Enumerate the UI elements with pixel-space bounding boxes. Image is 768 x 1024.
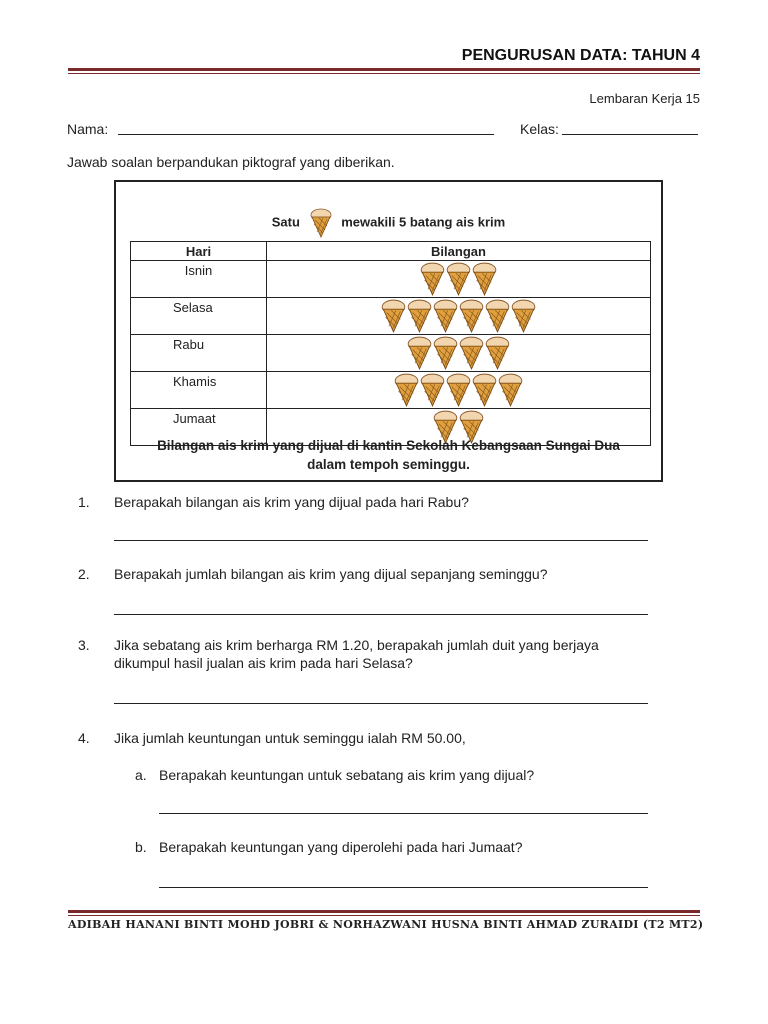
question-text: Berapakah jumlah bilangan ais krim yang dijual sepanjang seminggu?: [114, 566, 548, 582]
caption-line-1: Bilangan ais krim yang dijual di kantin Sekolah Kebangsaan Sungai Dua: [157, 438, 620, 453]
legend-text-after: mewakili 5 batang ais krim: [341, 214, 506, 230]
ice-cream-cone-icon: [485, 299, 510, 333]
footer-rule-thin: [68, 915, 700, 916]
pictograph-row-isnin: [131, 261, 651, 298]
count-cell: [267, 372, 651, 409]
name-field[interactable]: [118, 122, 494, 135]
question-number: 2.: [78, 566, 90, 582]
subquestion-text: Berapakah keuntungan untuk sebatang ais krim yang dijual?: [159, 767, 535, 783]
pictograph-legend: [116, 208, 661, 238]
day-label: Jumaat: [173, 411, 216, 426]
subquestion-label: b.: [135, 839, 147, 855]
ice-cream-cone-icon: [459, 336, 484, 370]
question-text: Berapakah bilangan ais krim yang dijual pada hari Rabu?: [114, 494, 469, 510]
question-number: 1.: [78, 494, 90, 510]
cone-group: [267, 336, 650, 370]
name-label: Nama:: [67, 121, 109, 137]
footer-rule: [68, 910, 700, 913]
ice-cream-cone-icon: [446, 262, 471, 296]
pictograph-row-rabu: [131, 335, 651, 372]
column-header-day: Hari: [131, 242, 267, 261]
ice-cream-cone-icon: [407, 336, 432, 370]
legend-text-before: Satu: [271, 214, 300, 230]
caption-line-2: dalam tempoh seminggu.: [307, 457, 470, 472]
ice-cream-cone-icon: [511, 299, 536, 333]
ice-cream-cone-icon: [433, 336, 458, 370]
instruction-text: Jawab soalan berpandukan piktograf yang diberikan.: [67, 154, 395, 170]
class-label: Kelas:: [520, 121, 559, 137]
ice-cream-cone-icon: [310, 208, 332, 238]
ice-cream-cone-icon: [498, 373, 523, 407]
ice-cream-cone-icon: [459, 299, 484, 333]
pictograph-row-selasa: [131, 298, 651, 335]
pictograph-box: [114, 180, 663, 482]
worksheet-number: Lembaran Kerja 15: [589, 91, 700, 106]
question-number: 3.: [78, 637, 90, 653]
ice-cream-cone-icon: [420, 373, 445, 407]
day-cell: [131, 261, 267, 298]
header-rule-thin: [68, 73, 700, 74]
count-cell: [267, 298, 651, 335]
cone-group: [267, 373, 650, 407]
cone-group: [267, 262, 650, 296]
pictograph-table: [130, 241, 651, 446]
count-cell: [267, 335, 651, 372]
question-number: 4.: [78, 730, 90, 746]
ice-cream-cone-icon: [381, 299, 406, 333]
day-label: Isnin: [184, 263, 213, 278]
pictograph-row-khamis: [131, 372, 651, 409]
question-text: Jika sebatang ais krim berharga RM 1.20, berapakah jumlah duit yang berjaya: [114, 637, 599, 653]
pictograph-caption: [116, 436, 661, 474]
day-label: Rabu: [173, 337, 205, 352]
question-text-line-2: dikumpul hasil jualan ais krim pada hari Selasa?: [114, 655, 413, 671]
subquestion-label: a.: [135, 767, 147, 783]
answer-line[interactable]: [114, 703, 648, 704]
answer-line[interactable]: [114, 614, 648, 615]
ice-cream-cone-icon: [472, 262, 497, 296]
answer-line[interactable]: [159, 813, 648, 814]
ice-cream-cone-icon: [394, 373, 419, 407]
ice-cream-cone-icon: [407, 299, 432, 333]
ice-cream-cone-icon: [446, 373, 471, 407]
day-label: Khamis: [173, 374, 217, 389]
header-rule: [68, 68, 700, 71]
subquestion-text: Berapakah keuntungan yang diperolehi pada hari Jumaat?: [159, 839, 523, 855]
count-cell: [267, 261, 651, 298]
cone-group: [267, 299, 650, 333]
page-title: PENGURUSAN DATA: TAHUN 4: [461, 47, 700, 64]
answer-line[interactable]: [114, 540, 648, 541]
class-field[interactable]: [562, 122, 698, 135]
ice-cream-cone-icon: [485, 336, 510, 370]
day-label: Selasa: [173, 300, 213, 315]
day-cell: [131, 298, 267, 335]
ice-cream-cone-icon: [433, 299, 458, 333]
day-cell: [131, 335, 267, 372]
column-header-count: Bilangan: [267, 242, 651, 261]
footer-authors: ADIBAH HANANI BINTI MOHD JOBRI & NORHAZWANI HUSNA BINTI AHMAD ZURAIDI (T2 MT2): [68, 918, 704, 931]
ice-cream-cone-icon: [472, 373, 497, 407]
question-text: Jika jumlah keuntungan untuk seminggu ialah RM 50.00,: [114, 730, 466, 746]
ice-cream-cone-icon: [420, 262, 445, 296]
answer-line[interactable]: [159, 887, 648, 888]
day-cell: [131, 372, 267, 409]
